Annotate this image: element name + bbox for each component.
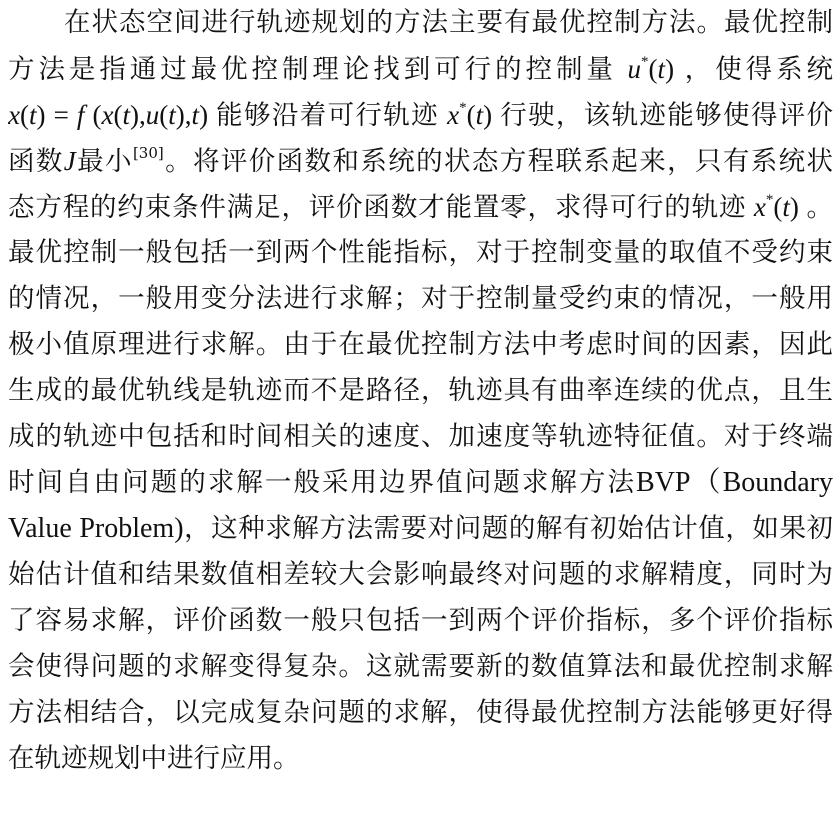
text-line-15: 会使得问题的求解变得复杂。这就需要新的数值算法和最优控制求解 bbox=[8, 651, 833, 682]
text-line-5 bbox=[8, 184, 833, 230]
text-segment: 能够沿着可行轨迹 bbox=[216, 100, 439, 131]
text-segment: 。将评价函数和系统的状态方程联系起来，只有系统状 bbox=[163, 146, 833, 177]
text-segment: ，使得系统 bbox=[684, 54, 833, 85]
text-line-6: 最优控制一般包括一到两个性能指标，对于控制变量的取值不受约束 bbox=[8, 237, 833, 268]
math-j: J bbox=[63, 146, 76, 176]
math-x-star: x*(t) bbox=[753, 192, 799, 222]
text-line-17: 在轨迹规划中进行应用。 bbox=[8, 743, 300, 774]
text-segment: 。 bbox=[806, 192, 833, 223]
text-segment: 时间自由问题的求解一般采用边界值问题求解方法 bbox=[8, 467, 637, 498]
text-line-3 bbox=[8, 92, 833, 138]
text-line-10: 成的轨迹中包括和时间相关的速度、加速度等轨迹特征值。对于终端 bbox=[8, 421, 833, 452]
text-segment: 函数 bbox=[8, 146, 64, 177]
latin-segment: Value Problem) bbox=[8, 513, 184, 544]
text-segment: 最小 bbox=[75, 146, 133, 177]
text-line-13: 始估计值和结果数值相差较大会影响最终对问题的求解精度，同时为 bbox=[8, 559, 833, 590]
text-segment: 态方程的约束条件满足，评价函数才能置零，求得可行的轨迹 bbox=[8, 192, 747, 223]
citation-ref: [30] bbox=[132, 144, 164, 162]
text-line-8: 极小值原理进行求解。由于在最优控制方法中考虑时间的因素，因此 bbox=[8, 329, 833, 360]
math-x-star: x*(t) bbox=[447, 100, 493, 130]
text-line-11 bbox=[8, 460, 833, 506]
latin-segment: BVP（Boundary bbox=[636, 467, 833, 498]
text-line-9: 生成的最优轨线是轨迹而不是路径，轨迹具有曲率连续的优点，且生 bbox=[8, 375, 833, 406]
text-line-14: 了容易求解，评价函数一般只包括一到两个评价指标，多个评价指标 bbox=[8, 605, 833, 636]
math-u-star: u*(t) bbox=[627, 54, 675, 84]
text-line-2 bbox=[8, 46, 833, 92]
text-segment: ，这种求解方法需要对问题的解有初始估计值，如果初 bbox=[183, 513, 833, 544]
text-segment: 行驶，该轨迹能够使得评价 bbox=[500, 100, 833, 131]
text-line-12 bbox=[8, 506, 833, 552]
text-line-4 bbox=[8, 138, 833, 184]
text-line-7: 的情况，一般用变分法进行求解；对于控制量受约束的情况，一般用 bbox=[8, 283, 833, 314]
math-system-equation: x(t) = f (x(t),u(t),t) bbox=[8, 100, 209, 130]
text-segment: 方法是指通过最优控制理论找到可行的控制量 bbox=[8, 54, 617, 85]
text-line-1: 在状态空间进行轨迹规划的方法主要有最优控制方法。最优控制 bbox=[64, 7, 833, 38]
text-line-16: 方法相结合，以完成复杂问题的求解，使得最优控制方法能够更好得 bbox=[8, 697, 833, 728]
